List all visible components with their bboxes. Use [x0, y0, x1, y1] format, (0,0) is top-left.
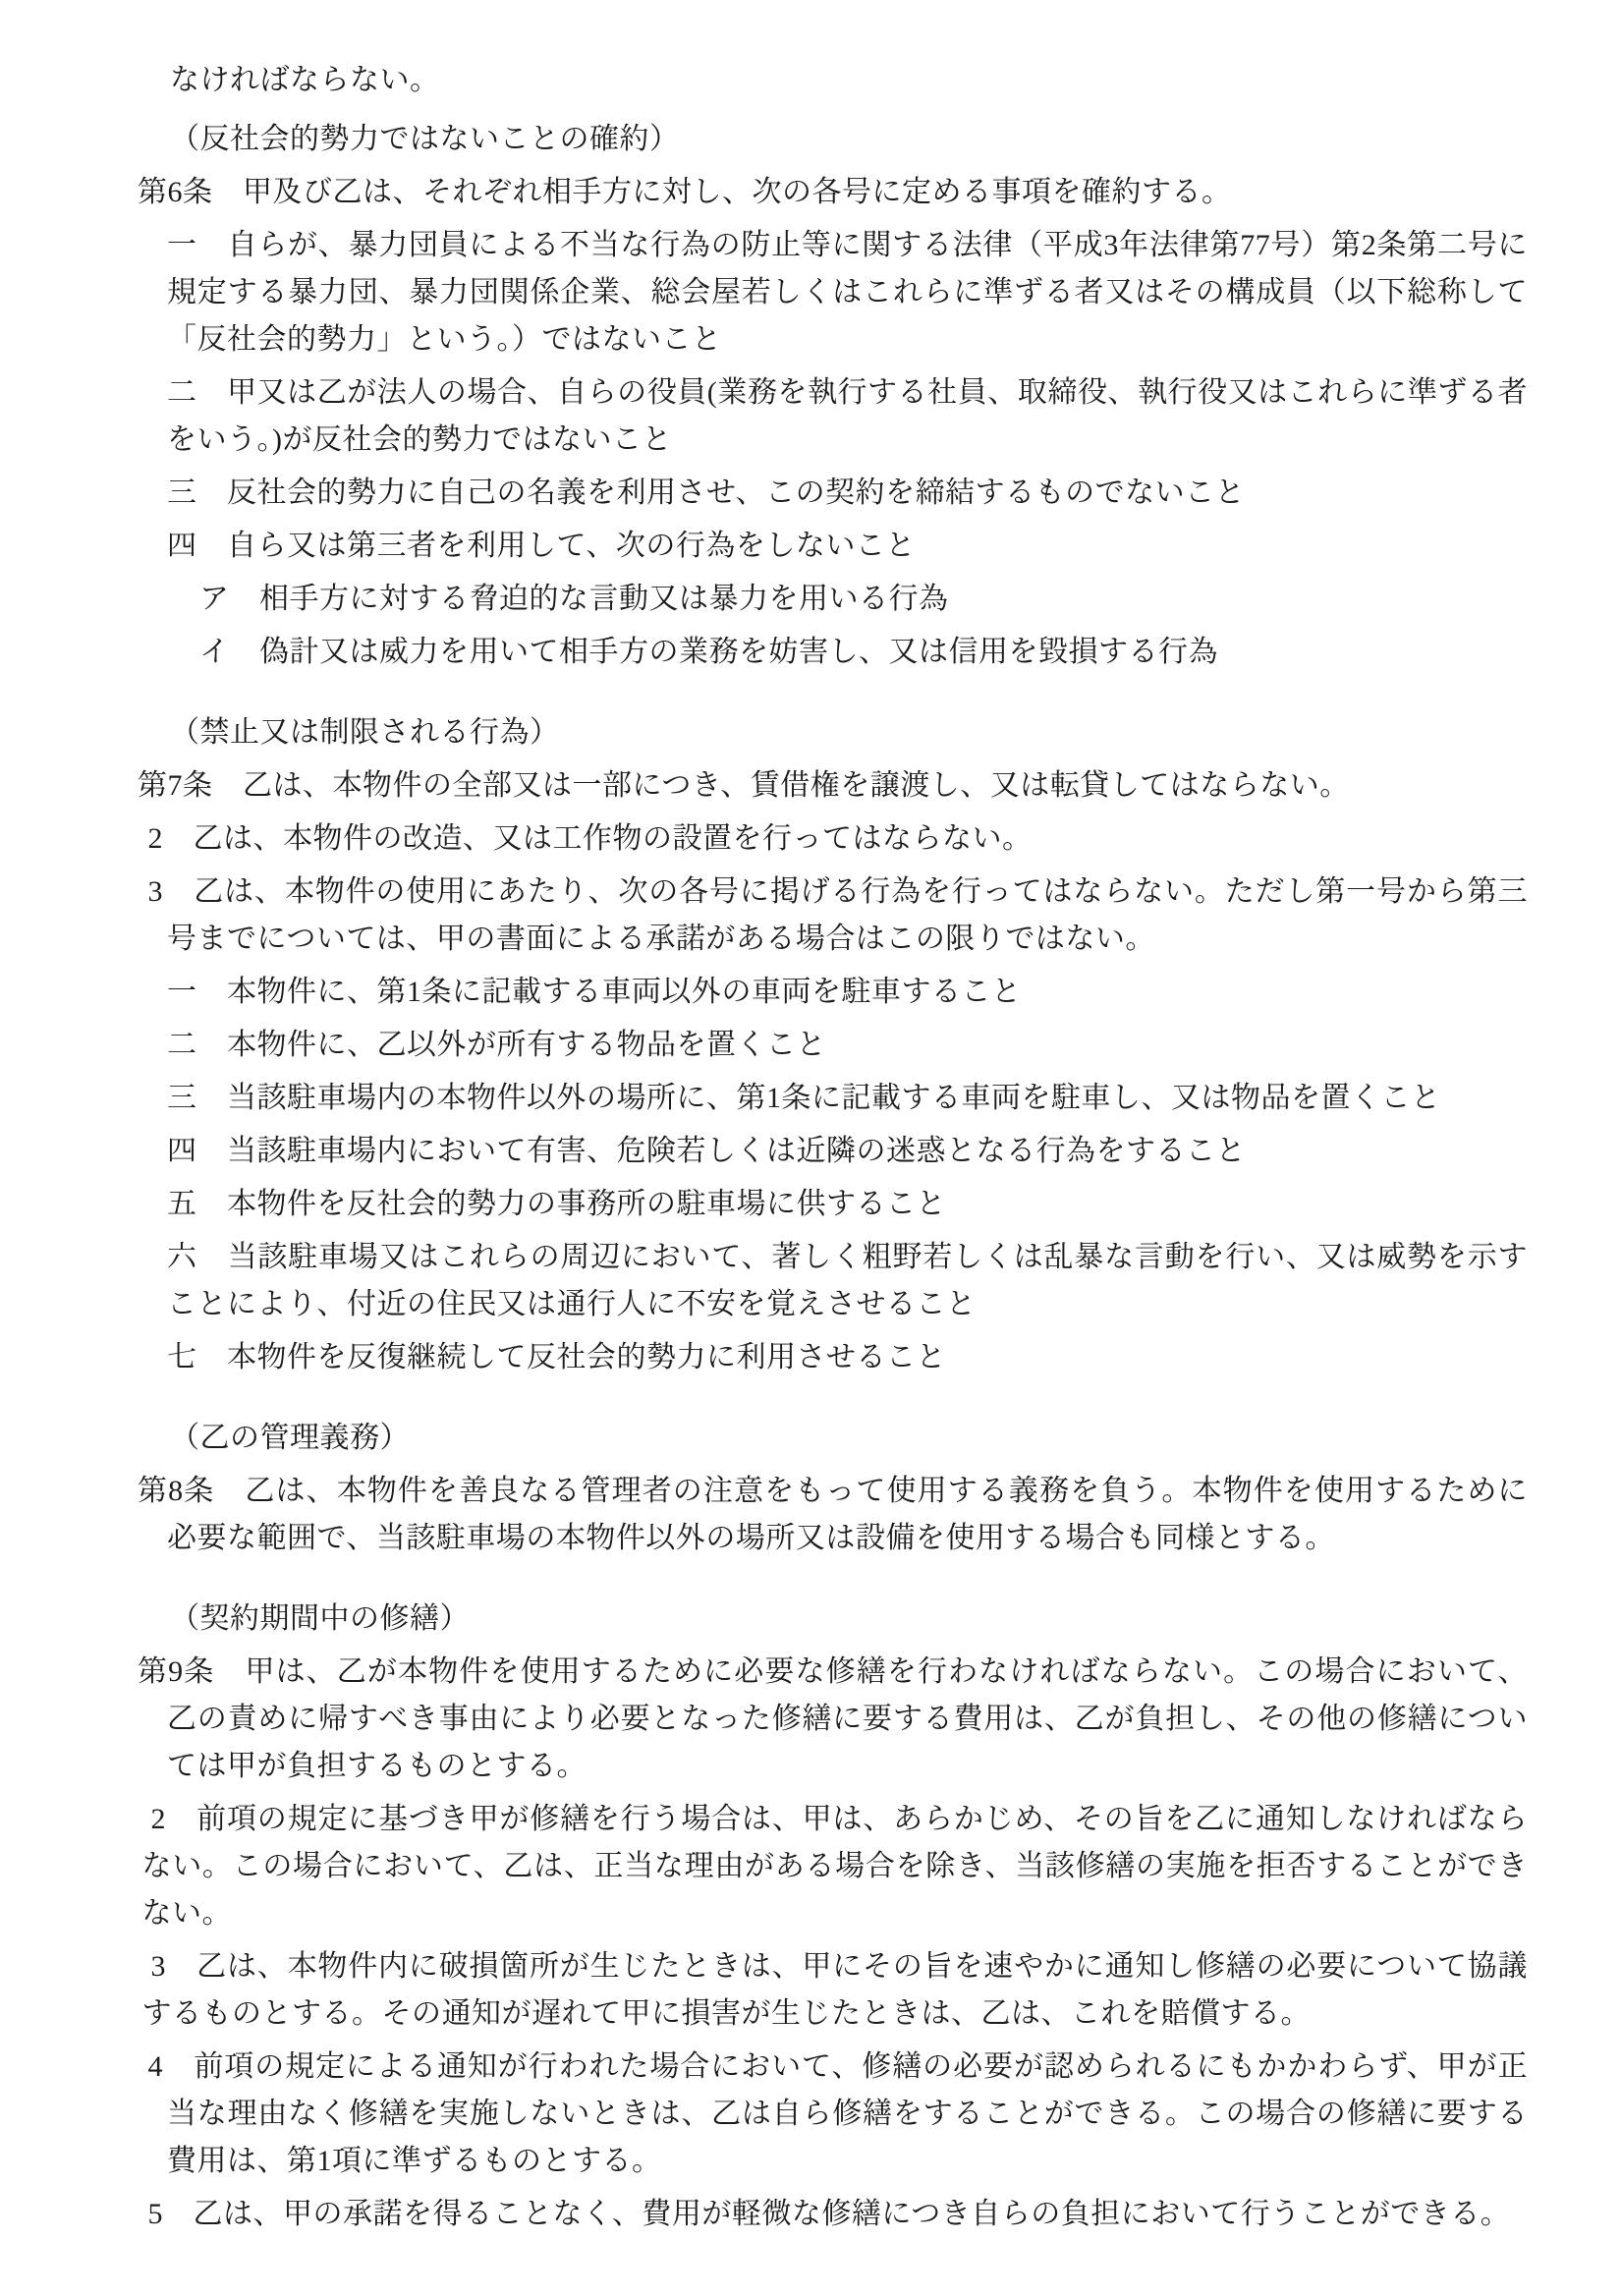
article-7-paragraph-1: 第7条 乙は、本物件の全部又は一部につき、賃借権を譲渡し、又は転貸してはならない。	[138, 769, 1350, 802]
article-6-item-4-sub-i: イ 偽計又は威力を用いて相手方の業務を妨害し、又は信用を毀損する行為	[199, 636, 1218, 668]
article-6-item-4-sub-a: ア 相手方に対する脅迫的な言動又は暴力を用いる行為	[199, 583, 949, 615]
section-heading-tenant-duty-of-care: （乙の管理義務）	[170, 1422, 410, 1454]
article-6-item-4: 四 自ら又は第三者を利用して、次の行為をしないこと	[167, 530, 916, 562]
section-heading-prohibited-acts: （禁止又は制限される行為）	[170, 716, 560, 749]
article-7-paragraph-3: 3 乙は、本物件の使用にあたり、次の各号に掲げる行為を行ってはならない。ただし第一号から第三号までについては、甲の書面による承諾がある場合はこの限りではない。	[147, 875, 1528, 955]
article-9-paragraph-5: 5 乙は、甲の承諾を得ることなく、費用が軽微な修繕につき自らの負担において行うことができる。	[147, 2198, 1511, 2230]
article-9-paragraph-2: 2 前項の規定に基づき甲が修繕を行う場合は、甲は、あらかじめ、その旨を乙に通知しなければならない。この場合において、乙は、正当な理由がある場合を除き、当該修繕の実施を拒否することができない。	[141, 1803, 1528, 1930]
article-7-item-7: 七 本物件を反復継続して反社会的勢力に利用させること	[167, 1341, 946, 1373]
article-6-item-2: 二 甲又は乙が法人の場合、自らの役員(業務を執行する社員、取締役、執行役又はこれらに準ずる者をいう。)が反社会的勢力ではないこと	[167, 376, 1528, 456]
article-7-item-4: 四 当該駐車場内において有害、危険若しくは近隣の迷惑となる行為をすること	[167, 1135, 1246, 1167]
article-9-paragraph-3: 3 乙は、本物件内に破損箇所が生じたときは、甲にその旨を速やかに通知し修繕の必要について協議するものとする。その通知が遅れて甲に損害が生じたときは、乙は、これを賠償する。	[141, 1950, 1528, 2030]
carried-over-line: なければならない。	[170, 64, 440, 96]
article-9-paragraph-1: 第9条 甲は、乙が本物件を使用するために必要な修繕を行わなければならない。この場合において、乙の責めに帰すべき事由により必要となった修繕に要する費用は、乙が負担し、その他の修繕については甲が負担するものとする。	[138, 1655, 1528, 1782]
section-heading-repairs-during-term: （契約期間中の修繕）	[170, 1602, 470, 1635]
article-7-item-1: 一 本物件に、第1条に記載する車両以外の車両を駐車すること	[167, 976, 1022, 1008]
article-7-item-5: 五 本物件を反社会的勢力の事務所の駐車場に供すること	[167, 1188, 946, 1220]
article-9-paragraph-4: 4 前項の規定による通知が行われた場合において、修繕の必要が認められるにもかかわらず、甲が正当な理由なく修繕を実施しないときは、乙は自ら修繕をすることができる。この場合の修繕に要する費用は、第1項に準ずるものとする。	[147, 2050, 1528, 2177]
article-7-paragraph-2: 2 乙は、本物件の改造、又は工作物の設置を行ってはならない。	[147, 822, 1033, 855]
article-7-item-6: 六 当該駐車場又はこれらの周辺において、著しく粗野若しくは乱暴な言動を行い、又は威勢を示すことにより、付近の住民又は通行人に不安を覚えさせること	[167, 1241, 1528, 1320]
article-8-paragraph: 第8条 乙は、本物件を善良なる管理者の注意をもって使用する義務を負う。本物件を使用するために必要な範囲で、当該駐車場の本物件以外の場所又は設備を使用する場合も同様とする。	[138, 1475, 1528, 1554]
article-6-item-3: 三 反社会的勢力に自己の名義を利用させ、この契約を締結するものでないこと	[167, 476, 1246, 509]
article-6-item-1: 一 自らが、暴力団員による不当な行為の防止等に関する法律（平成3年法律第77号）第2条第二号に規定する暴力団、暴力団関係企業、総会屋若しくはこれらに準ずる者又はその構成員（以下総称して「反社会的勢力」という。）ではないこと	[167, 229, 1528, 356]
article-7-item-2: 二 本物件に、乙以外が所有する物品を置くこと	[167, 1029, 826, 1061]
article-6-paragraph: 第6条 甲及び乙は、それぞれ相手方に対し、次の各号に定める事項を確約する。	[138, 176, 1232, 208]
section-heading-anti-social-forces: （反社会的勢力ではないことの確約）	[170, 123, 680, 155]
article-7-item-3: 三 当該駐車場内の本物件以外の場所に、第1条に記載する車両を駐車し、又は物品を置くこと	[167, 1082, 1441, 1114]
